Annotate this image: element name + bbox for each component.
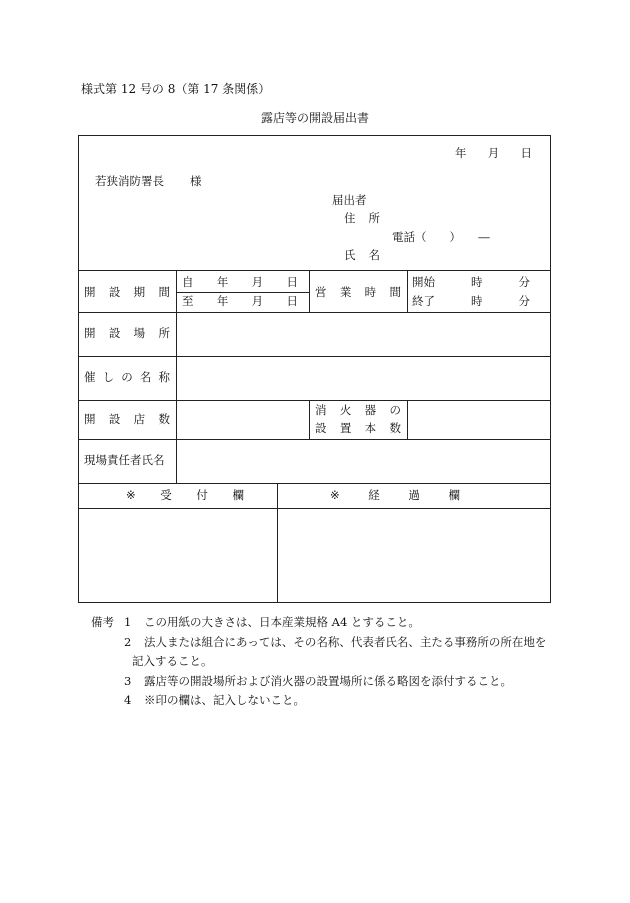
- addressee: 若狭消防署長: [95, 174, 164, 188]
- rule-extinguisher-right: [407, 400, 408, 439]
- remark-number: 2: [124, 635, 132, 649]
- phone-label: 電話（ ） ―: [392, 230, 490, 244]
- rule-extinguisher-left: [309, 400, 310, 439]
- period-to: 至 年 月 日: [182, 294, 298, 308]
- rule-notes-divider: [277, 483, 278, 603]
- address-label: 住 所: [344, 211, 380, 225]
- date-field: [455, 148, 532, 160]
- rule-place-bottom: [78, 356, 551, 357]
- rule-stores-bottom: [78, 439, 551, 440]
- rule-period-split: [176, 292, 309, 293]
- remark-text-continued: 記入すること。: [132, 654, 213, 668]
- hours-label: 営 業 時 間: [315, 285, 401, 299]
- rule-period-bottom: [78, 312, 551, 313]
- remark-text: 露店等の開設場所および消火器の設置場所に係る略図を添付すること。: [144, 674, 512, 688]
- site-manager-label: 現場責任者氏名: [84, 453, 165, 467]
- extinguisher-label-line2: 設 置 本 数: [315, 421, 401, 435]
- event-name-label: 催 し の 名 称: [84, 370, 170, 384]
- remark-text: この用紙の大きさは、日本産業規格 A4 とすること。: [144, 615, 420, 629]
- extinguisher-label-line1: 消 火 器 の: [315, 403, 401, 417]
- rule-notes-header-bottom: [78, 508, 551, 509]
- remark-number: 3: [124, 674, 132, 688]
- remark-number: 1: [124, 615, 132, 629]
- date-day: 日: [520, 146, 532, 160]
- applicant-label: 届出者: [332, 193, 367, 207]
- hours-start: 開始 時 分: [412, 275, 530, 289]
- rule-label-column: [176, 270, 177, 483]
- addressee-suffix: 様: [190, 174, 202, 188]
- remarks-heading: 備考: [91, 615, 114, 629]
- document-title: 露店等の開設届出書: [260, 111, 369, 125]
- form-number-label: 様式第 12 号の 8（第 17 条関係）: [81, 82, 271, 96]
- hours-end: 終了 時 分: [412, 294, 530, 308]
- store-count-label: 開 設 店 数: [84, 412, 170, 426]
- remark-text: ※印の欄は、記入しないこと。: [144, 693, 305, 707]
- name-label: 氏 名: [344, 248, 380, 262]
- remark-number: 4: [124, 693, 132, 707]
- form-table: [78, 135, 551, 603]
- progress-column-label: ※ 経 過 欄: [330, 488, 460, 502]
- period-label: 開 設 期 間: [84, 285, 170, 299]
- place-label: 開 設 場 所: [84, 326, 170, 340]
- remark-text: 法人または組合にあっては、その名称、代表者氏名、主たる事務所の所在地を: [144, 635, 547, 649]
- rule-hours-label-left: [309, 270, 310, 312]
- rule-hours-label-right: [407, 270, 408, 312]
- rule-event-bottom: [78, 400, 551, 401]
- period-from: 自 年 月 日: [182, 275, 298, 289]
- date-year: 年: [455, 146, 467, 160]
- reception-column-label: ※ 受 付 欄: [126, 488, 244, 502]
- rule-header-bottom: [78, 270, 551, 271]
- rule-manager-bottom: [78, 483, 551, 484]
- date-month: 月: [487, 146, 500, 160]
